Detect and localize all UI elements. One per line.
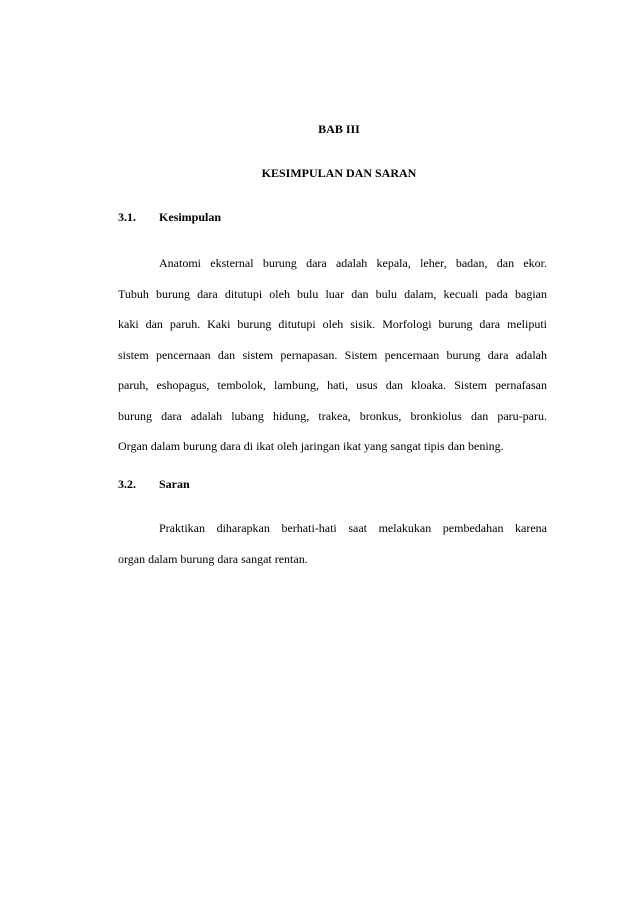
- section-number: 3.2.: [118, 477, 136, 491]
- paragraph-kesimpulan: [118, 248, 547, 462]
- paragraph-line: Organ dalam burung dara di ikat oleh jaringan ikat yang sangat tipis dan bening.: [118, 439, 504, 453]
- chapter-title: KESIMPULAN DAN SARAN: [261, 166, 417, 180]
- paragraph-line: Anatomi eksternal burung dara adalah kepala, leher, badan, dan ekor.: [159, 256, 547, 270]
- paragraph-line: burung dara adalah lubang hidung, trakea, bronkus, bronkiolus dan paru-paru.: [118, 408, 547, 423]
- chapter-label: BAB III: [318, 122, 360, 136]
- section-title: Saran: [159, 477, 190, 491]
- paragraph-line: kaki dan paruh. Kaki burung ditutupi oleh sisik. Morfologi burung dara meliputi: [118, 317, 547, 331]
- section-heading-kesimpulan: [118, 209, 221, 225]
- paragraph-line: paruh, eshopagus, tembolok, lambung, hati, usus dan kloaka. Sistem pernafasan: [118, 378, 547, 392]
- paragraph-saran: [118, 513, 547, 574]
- section-heading-saran: [118, 476, 190, 492]
- paragraph-line: sistem pencernaan dan sistem pernapasan. Sistem pencernaan burung dara adalah: [118, 347, 547, 362]
- paragraph-line: Tubuh burung dara ditutupi oleh bulu luar dan bulu dalam, kecuali pada bagian: [118, 286, 547, 301]
- paragraph-line: organ dalam burung dara sangat rentan.: [118, 551, 308, 566]
- paragraph-line: Praktikan diharapkan berhati-hati saat melakukan pembedahan karena: [159, 521, 547, 535]
- section-number: 3.1.: [118, 210, 136, 224]
- section-title: Kesimpulan: [159, 210, 222, 224]
